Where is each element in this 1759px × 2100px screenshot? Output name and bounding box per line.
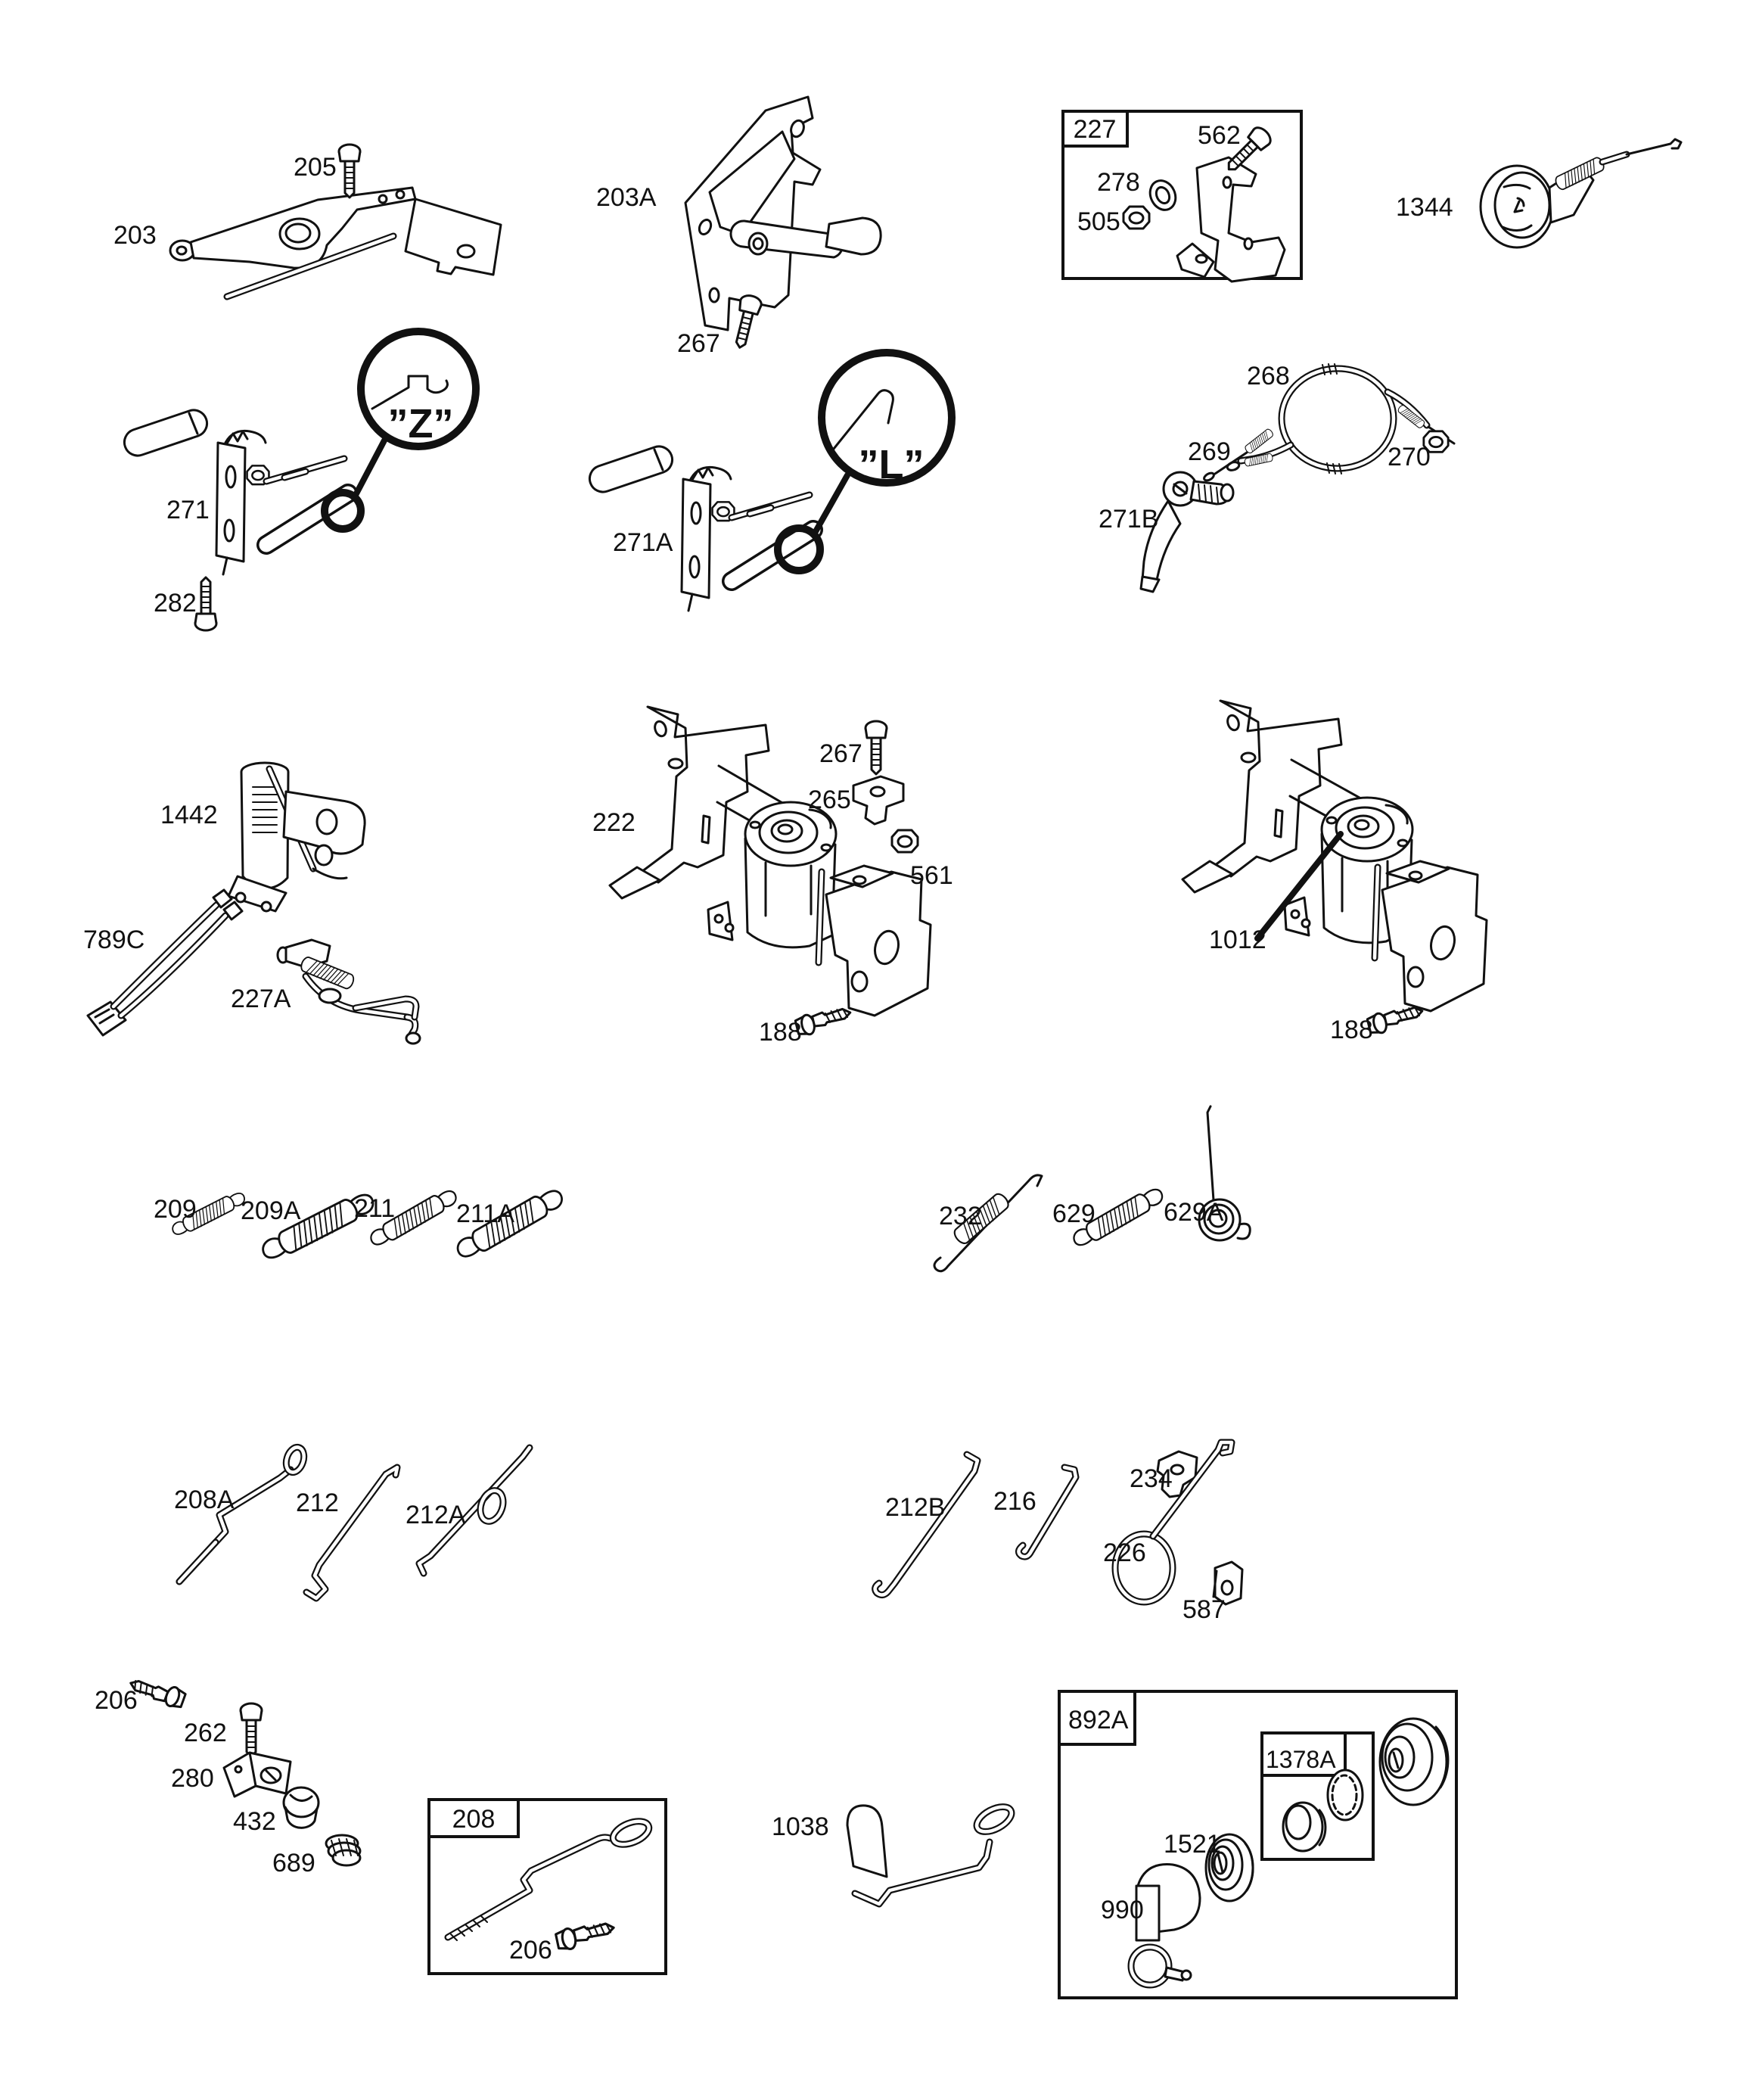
- part-206-left-label: 206: [95, 1686, 138, 1715]
- part-432: [233, 1787, 319, 1836]
- part-227A-label: 227A: [231, 985, 291, 1013]
- part-265-label: 265: [808, 786, 851, 814]
- part-268-label: 268: [1247, 362, 1290, 390]
- box-208-label: 208: [452, 1805, 496, 1834]
- part-267-top-label: 267: [677, 329, 720, 358]
- part-216: [993, 1467, 1076, 1557]
- part-280: [171, 1753, 291, 1797]
- part-208A-label: 208A: [174, 1486, 235, 1514]
- part-267-mid-label: 267: [819, 739, 862, 768]
- part-629: [1052, 1184, 1166, 1251]
- part-280-label: 280: [171, 1764, 214, 1793]
- part-587-label: 587: [1183, 1595, 1226, 1624]
- part-212A: [406, 1448, 530, 1573]
- part-203A: [596, 97, 881, 330]
- part-226-label: 226: [1103, 1538, 1146, 1567]
- part-211: [354, 1186, 459, 1250]
- part-206-box-label: 206: [509, 1936, 552, 1965]
- part-1344: [1396, 139, 1681, 247]
- part-629-label: 629: [1052, 1199, 1095, 1228]
- part-205-label: 205: [294, 153, 337, 182]
- part-212B: [875, 1454, 977, 1595]
- part-212A-label: 212A: [406, 1501, 466, 1529]
- part-205: [294, 145, 360, 198]
- part-211-label: 211: [354, 1194, 396, 1223]
- part-789C-label: 789C: [83, 926, 145, 954]
- box-1378A-label: 1378A: [1266, 1746, 1336, 1773]
- part-271-label: 271: [166, 496, 210, 524]
- part-208A: [174, 1445, 307, 1582]
- part-209: [154, 1189, 247, 1239]
- part-270-label: 270: [1388, 443, 1431, 471]
- part-282: [154, 577, 216, 630]
- part-1344-label: 1344: [1396, 193, 1453, 222]
- part-212-label: 212: [296, 1489, 339, 1517]
- part-232: [934, 1175, 1042, 1271]
- group-box-208: [429, 1800, 666, 1974]
- part-271A: [589, 353, 952, 611]
- part-561-label: 561: [910, 861, 953, 890]
- part-282-label: 282: [154, 589, 197, 618]
- part-222-label: 222: [592, 808, 636, 837]
- part-212: [296, 1467, 397, 1598]
- part-1442-label: 1442: [160, 801, 218, 829]
- part-1038: [772, 1802, 1015, 1904]
- part-1442: [160, 763, 365, 911]
- part-629A: [1164, 1106, 1250, 1240]
- box-227-label: 227: [1073, 115, 1117, 144]
- part-990: [1101, 1865, 1200, 1985]
- part-211A: [453, 1185, 566, 1264]
- part-212B-label: 212B: [885, 1493, 946, 1522]
- part-278-label: 278: [1097, 168, 1140, 197]
- part-1521-label: 1521: [1164, 1830, 1221, 1859]
- part-262-label: 262: [184, 1719, 227, 1747]
- part-270: [1388, 431, 1448, 471]
- callout-z: ”Z”: [387, 401, 454, 446]
- part-203: [113, 188, 501, 297]
- part-209A-label: 209A: [241, 1196, 301, 1225]
- part-232-label: 232: [939, 1202, 982, 1230]
- part-505-label: 505: [1077, 207, 1120, 236]
- part-211A-label: 211A: [456, 1199, 514, 1228]
- part-990-label: 990: [1101, 1896, 1144, 1924]
- group-box-1378A: [1262, 1733, 1373, 1859]
- part-206-left: [95, 1672, 187, 1715]
- part-choke-knob: [1380, 1719, 1448, 1805]
- box-892A-label: 892A: [1068, 1706, 1129, 1734]
- part-203-label: 203: [113, 221, 157, 250]
- part-1012-assembly: [1183, 701, 1487, 1011]
- part-188-left: [759, 1004, 853, 1047]
- part-269-label: 269: [1188, 437, 1231, 466]
- part-562-label: 562: [1198, 121, 1241, 150]
- part-227A: [231, 940, 420, 1044]
- group-box-892A: [1059, 1691, 1456, 1998]
- part-629A-label: 629A: [1164, 1198, 1224, 1227]
- part-271A-label: 271A: [613, 528, 673, 557]
- part-1038-label: 1038: [772, 1812, 829, 1841]
- part-271: [124, 331, 476, 574]
- part-271B: [1099, 472, 1233, 592]
- callout-l: ”L”: [858, 442, 925, 487]
- part-203A-label: 203A: [596, 183, 657, 212]
- part-188-right: [1330, 1003, 1425, 1044]
- part-188-right-label: 188: [1330, 1016, 1373, 1044]
- group-box-227: [1063, 111, 1301, 282]
- part-234-label: 234: [1130, 1464, 1173, 1493]
- part-432-label: 432: [233, 1807, 276, 1836]
- part-689-label: 689: [272, 1849, 315, 1878]
- part-689: [272, 1835, 360, 1878]
- part-789C: [83, 890, 242, 1035]
- part-271B-label: 271B: [1099, 505, 1159, 534]
- part-209-label: 209: [154, 1195, 197, 1224]
- part-216-label: 216: [993, 1487, 1036, 1516]
- part-587: [1183, 1562, 1242, 1624]
- part-262: [184, 1703, 262, 1756]
- part-1012-label: 1012: [1209, 926, 1266, 954]
- part-267-mid: [819, 721, 887, 774]
- part-188-left-label: 188: [759, 1018, 802, 1047]
